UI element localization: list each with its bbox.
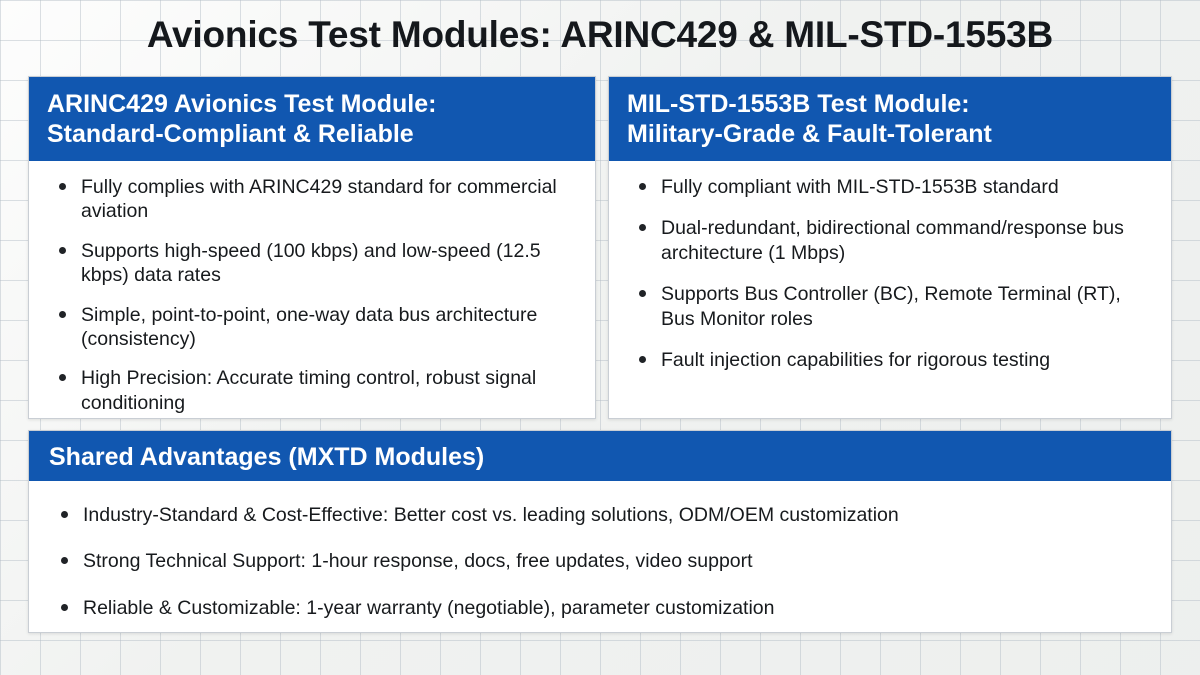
list-item-text: Supports Bus Controller (BC), Remote Terminal (RT), Bus Monitor roles — [661, 283, 1121, 330]
page-title: Avionics Test Modules: ARINC429 & MIL-STD-1553B — [146, 14, 1054, 55]
list-item — [57, 503, 1147, 527]
list-item — [55, 175, 575, 224]
list-item-text: Fully complies with ARINC429 standard for commercial aviation — [81, 176, 557, 223]
card-mil-std-1553b-header-line2: Military-Grade & Fault-Tolerant — [627, 120, 992, 148]
bullet-dot-icon — [61, 604, 68, 611]
bullet-dot-icon — [59, 374, 66, 381]
bullet-dot-icon — [639, 183, 646, 190]
card-arinc429-bullet-list — [29, 161, 595, 440]
list-item-text: High Precision: Accurate timing control, robust signal conditioning — [81, 367, 537, 414]
card-mil-std-1553b — [608, 76, 1172, 419]
card-arinc429 — [28, 76, 596, 419]
bullet-dot-icon — [59, 247, 66, 254]
bullet-dot-icon — [639, 290, 646, 297]
list-item-text: Reliable & Customizable: 1-year warranty (negotiable), parameter customization — [83, 596, 775, 619]
list-item-text: Strong Technical Support: 1-hour response, docs, free updates, video support — [83, 550, 753, 573]
list-item — [635, 348, 1151, 372]
card-arinc429-header-line1: ARINC429 Avionics Test Module: — [47, 90, 437, 118]
card-mil-std-1553b-header — [609, 77, 1171, 161]
list-item — [55, 239, 575, 288]
bullet-dot-icon — [59, 183, 66, 190]
list-item-text: Industry-Standard & Cost-Effective: Better cost vs. leading solutions, ODM/OEM customization — [83, 504, 899, 526]
bullet-dot-icon — [639, 224, 646, 231]
bullet-dot-icon — [59, 311, 66, 318]
list-item-text: Simple, point-to-point, one-way data bus architecture (consistency) — [81, 303, 538, 350]
list-item — [635, 175, 1151, 199]
bullet-dot-icon — [61, 511, 68, 518]
list-item-text: Fault injection capabilities for rigorous testing — [661, 348, 1051, 371]
list-item — [635, 282, 1151, 331]
card-shared-advantages-bullet-list — [29, 481, 1171, 652]
card-mil-std-1553b-bullet-list — [609, 161, 1171, 399]
card-mil-std-1553b-header-line1: MIL-STD-1553B Test Module: — [627, 90, 970, 118]
list-item — [57, 549, 1147, 573]
list-item-text: Fully compliant with MIL-STD-1553B standard — [661, 176, 1059, 198]
card-arinc429-header-line2: Standard-Compliant & Reliable — [47, 120, 414, 148]
card-shared-advantages-header: Shared Advantages (MXTD Modules) — [29, 431, 1171, 481]
list-item — [55, 303, 575, 352]
bullet-dot-icon — [639, 356, 646, 363]
list-item — [57, 596, 1147, 620]
list-item — [635, 216, 1151, 265]
bullet-dot-icon — [61, 557, 68, 564]
list-item — [55, 366, 575, 415]
list-item-text: Dual-redundant, bidirectional command/response bus architecture (1 Mbps) — [661, 217, 1124, 264]
list-item-text: Supports high-speed (100 kbps) and low-speed (12.5 kbps) data rates — [81, 239, 541, 287]
card-shared-advantages — [28, 430, 1172, 633]
card-arinc429-header — [29, 77, 595, 161]
